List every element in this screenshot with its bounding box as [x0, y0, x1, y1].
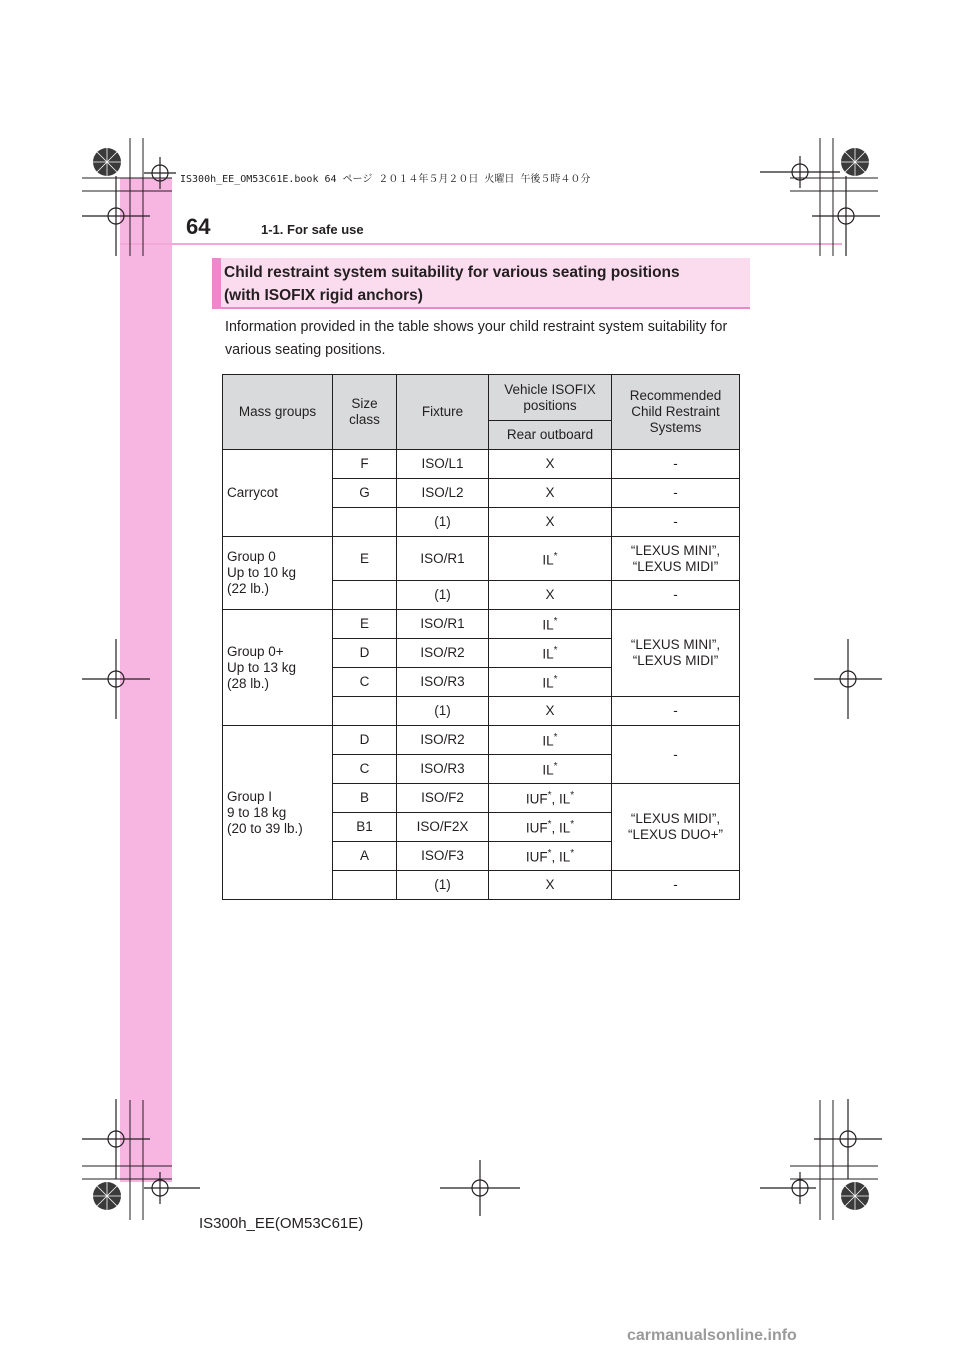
- group-0-plus: [223, 610, 333, 726]
- group-0-plus-line3: (28 lb.): [227, 675, 270, 691]
- header-rec-line1: Recommended: [629, 388, 722, 403]
- group-1-line1: Group I: [227, 788, 273, 804]
- header-size-line2: class: [349, 412, 380, 427]
- cell-size: G: [333, 479, 397, 508]
- header-recommended: [612, 375, 740, 450]
- header-rear-outboard: Rear outboard: [489, 421, 612, 450]
- cell-position: X: [489, 581, 612, 610]
- intro-paragraph: [225, 316, 755, 362]
- cell-size: [333, 508, 397, 537]
- suitability-table: [222, 374, 740, 900]
- registration-target-icon: [440, 1160, 520, 1216]
- header-positions: [489, 375, 612, 421]
- asterisk: *: [553, 550, 558, 562]
- asterisk: *: [547, 848, 552, 860]
- asterisk: *: [570, 819, 575, 831]
- header-positions-line2: positions: [523, 397, 577, 413]
- cell-size: E: [333, 537, 397, 581]
- cell-position: X: [489, 697, 612, 726]
- cell-fixture: ISO/R3: [397, 755, 489, 784]
- header-positions-line1: Vehicle ISOFIX: [504, 381, 596, 397]
- header-fixture: Fixture: [397, 375, 489, 450]
- cell-recommended: -: [612, 508, 740, 537]
- registration-target-icon: [814, 639, 882, 719]
- asterisk: *: [553, 732, 558, 744]
- group-0-plus-line2: Up to 13 kg: [227, 659, 297, 675]
- asterisk: *: [553, 761, 558, 773]
- position-text: IL: [542, 762, 554, 778]
- cell-position: [489, 755, 612, 784]
- registration-target-icon: [812, 176, 880, 256]
- cell-position: X: [489, 450, 612, 479]
- registration-target-icon: [82, 1099, 150, 1179]
- cell-size: C: [333, 668, 397, 697]
- group-carrycot: Carrycot: [223, 450, 333, 537]
- intro-line-1: Information provided in the table shows your child restraint system suitability for: [225, 319, 728, 335]
- cell-position: [489, 610, 612, 639]
- cell-fixture: ISO/R1: [397, 537, 489, 581]
- registration-target-icon: [144, 1172, 200, 1204]
- position-text-a: IUF: [525, 849, 548, 865]
- footer-model-code: IS300h_EE(OM53C61E): [199, 1215, 364, 1232]
- group-1-line3: (20 to 39 lb.): [227, 820, 303, 836]
- header-rec-line2: Child Restraint: [631, 404, 720, 419]
- cell-recommended: -: [612, 726, 740, 784]
- cell-recommended: -: [612, 871, 740, 900]
- header-rec-line3: Systems: [649, 420, 702, 435]
- group-0-line3: (22 lb.): [227, 581, 270, 596]
- registration-target-icon: [82, 639, 150, 719]
- group-0: [223, 537, 333, 610]
- cell-fixture: ISO/L1: [397, 450, 489, 479]
- asterisk: *: [570, 848, 575, 860]
- rec-line2: “LEXUS DUO+”: [628, 827, 723, 842]
- cell-recommended: -: [612, 479, 740, 508]
- registration-target-icon: [760, 156, 840, 188]
- asterisk: *: [547, 819, 552, 831]
- asterisk: *: [570, 790, 575, 802]
- cell-size: C: [333, 755, 397, 784]
- group-1-line2: 9 to 18 kg: [227, 804, 287, 820]
- cell-fixture: ISO/R1: [397, 610, 489, 639]
- position-text-b: , IL: [551, 820, 571, 836]
- position-text-b: , IL: [551, 791, 571, 807]
- cell-fixture: ISO/R2: [397, 639, 489, 668]
- registration-target-icon: [814, 1099, 882, 1179]
- cell-recommended: [612, 537, 740, 581]
- rec-line1: “LEXUS MIDI”,: [630, 811, 721, 826]
- cell-recommended: [612, 784, 740, 871]
- cell-size: [333, 871, 397, 900]
- header-size-line1: Size: [351, 396, 378, 411]
- registration-target-icon: [82, 176, 150, 256]
- cell-fixture: ISO/R2: [397, 726, 489, 755]
- cell-size: [333, 697, 397, 726]
- cell-fixture: ISO/L2: [397, 479, 489, 508]
- cell-size: [333, 581, 397, 610]
- cell-recommended: [612, 610, 740, 697]
- header-size-class: [333, 375, 397, 450]
- cell-size: B1: [333, 813, 397, 842]
- position-text: IL: [542, 617, 554, 633]
- cell-position: [489, 842, 612, 871]
- cell-position: X: [489, 508, 612, 537]
- heading-line-2: (with ISOFIX rigid anchors): [224, 287, 423, 304]
- cell-recommended: -: [612, 450, 740, 479]
- asterisk: *: [553, 616, 558, 628]
- table-row: [223, 726, 740, 755]
- cell-position: [489, 668, 612, 697]
- cell-size: D: [333, 726, 397, 755]
- registration-target-icon: [760, 1172, 816, 1204]
- cell-size: F: [333, 450, 397, 479]
- cell-position: [489, 537, 612, 581]
- intro-line-2: various seating positions.: [225, 342, 386, 358]
- table-row: [223, 610, 740, 639]
- cell-size: E: [333, 610, 397, 639]
- cell-position: [489, 813, 612, 842]
- registration-target-icon: [144, 157, 176, 189]
- cell-size: D: [333, 639, 397, 668]
- cell-recommended: -: [612, 581, 740, 610]
- position-text: IL: [542, 733, 554, 749]
- cell-size: B: [333, 784, 397, 813]
- table-row: [223, 450, 740, 479]
- position-text-a: IUF: [525, 791, 548, 807]
- position-text: IL: [542, 646, 554, 662]
- cell-fixture: (1): [397, 581, 489, 610]
- position-text: IL: [542, 675, 554, 691]
- cell-position: [489, 639, 612, 668]
- group-0-line2: Up to 10 kg: [227, 565, 297, 580]
- rec-line1: “LEXUS MINI”,: [630, 542, 721, 558]
- cell-position: [489, 726, 612, 755]
- cell-position: [489, 784, 612, 813]
- page-number: 64: [186, 214, 211, 239]
- cell-fixture: ISO/F2: [397, 784, 489, 813]
- rec-line2: “LEXUS MIDI”: [632, 653, 719, 668]
- cell-fixture: (1): [397, 697, 489, 726]
- cell-fixture: ISO/F2X: [397, 813, 489, 842]
- cell-position: X: [489, 479, 612, 508]
- cell-fixture: ISO/R3: [397, 668, 489, 697]
- asterisk: *: [547, 790, 552, 802]
- position-text-b: , IL: [551, 849, 571, 865]
- section-title: 1-1. For safe use: [261, 222, 364, 237]
- rec-line2: “LEXUS MIDI”: [632, 558, 719, 574]
- cell-size: A: [333, 842, 397, 871]
- section-heading: [212, 258, 750, 309]
- position-text-a: IUF: [525, 820, 548, 836]
- position-text: IL: [542, 552, 554, 568]
- group-0-line1: Group 0: [227, 549, 276, 564]
- cell-position: X: [489, 871, 612, 900]
- asterisk: *: [553, 674, 558, 686]
- asterisk: *: [553, 645, 558, 657]
- cell-recommended: -: [612, 697, 740, 726]
- rec-line1: “LEXUS MINI”,: [630, 637, 721, 652]
- book-info: IS300h_EE_OM53C61E.book 64 ページ ２０１４年５月２０日 火曜日 午後５時４０分: [180, 174, 591, 185]
- cell-fixture: (1): [397, 508, 489, 537]
- table-row: [223, 537, 740, 581]
- watermark: carmanualsonline.info: [627, 1327, 797, 1344]
- group-1: [223, 726, 333, 900]
- cell-fixture: (1): [397, 871, 489, 900]
- heading-line-1: Child restraint system suitability for various seating positions: [224, 264, 680, 281]
- header-mass-groups: Mass groups: [223, 375, 333, 450]
- group-0-plus-line1: Group 0+: [227, 643, 284, 659]
- cell-fixture: ISO/F3: [397, 842, 489, 871]
